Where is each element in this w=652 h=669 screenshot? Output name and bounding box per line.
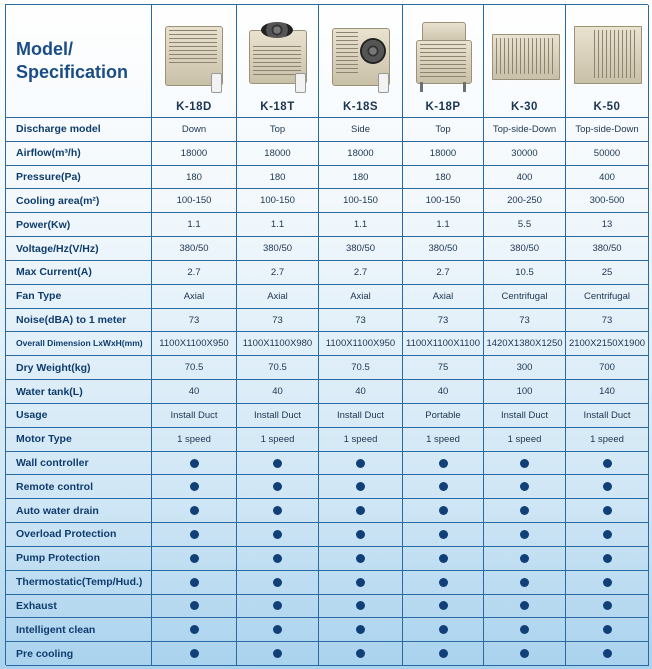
feature-cell — [237, 642, 319, 666]
feature-label: Auto water drain — [6, 499, 152, 523]
feature-cell — [566, 618, 649, 642]
spec-value: 2.7 — [319, 261, 403, 285]
feature-dot-icon — [190, 601, 199, 610]
feature-cell — [152, 571, 237, 595]
feature-cell — [319, 452, 403, 476]
feature-cell — [152, 618, 237, 642]
spec-value: 40 — [319, 380, 403, 404]
feature-cell — [152, 523, 237, 547]
product-image-k30 — [490, 18, 560, 98]
row-label: Voltage/Hz(V/Hz) — [6, 237, 152, 261]
feature-dot-icon — [439, 482, 448, 491]
row-label: Noise(dBA) to 1 meter — [6, 309, 152, 333]
feature-cell — [319, 547, 403, 571]
spec-value: 100-150 — [237, 189, 319, 213]
model-name: K-18P — [425, 101, 461, 113]
feature-cell — [403, 571, 484, 595]
feature-cell — [403, 475, 484, 499]
spec-value: 1100X1100X950 — [152, 332, 237, 356]
model-header-k18t — [237, 5, 319, 118]
spec-value: 18000 — [319, 142, 403, 166]
spec-value: 18000 — [403, 142, 484, 166]
feature-label: Pre cooling — [6, 642, 152, 666]
spec-value: 73 — [319, 309, 403, 333]
spec-value: 300-500 — [566, 189, 649, 213]
feature-dot-icon — [190, 554, 199, 563]
feature-dot-icon — [439, 459, 448, 468]
spec-value: Centrifugal — [566, 285, 649, 309]
spec-value: Axial — [237, 285, 319, 309]
spec-value: 18000 — [237, 142, 319, 166]
row-label: Dry Weight(kg) — [6, 356, 152, 380]
row-label: Discharge model — [6, 118, 152, 142]
feature-cell — [237, 452, 319, 476]
feature-cell — [566, 642, 649, 666]
spec-value: 1.1 — [152, 213, 237, 237]
spec-value: 380/50 — [566, 237, 649, 261]
spec-value: 380/50 — [152, 237, 237, 261]
feature-cell — [152, 595, 237, 619]
spec-value: Top-side-Down — [566, 118, 649, 142]
feature-dot-icon — [520, 601, 529, 610]
spec-value: 73 — [484, 309, 566, 333]
spec-value: 1.1 — [237, 213, 319, 237]
feature-cell — [403, 523, 484, 547]
spec-value: 1 speed — [566, 428, 649, 452]
feature-cell — [403, 452, 484, 476]
spec-value: 30000 — [484, 142, 566, 166]
feature-cell — [319, 475, 403, 499]
feature-cell — [152, 547, 237, 571]
feature-dot-icon — [190, 459, 199, 468]
spec-value: 380/50 — [237, 237, 319, 261]
row-label: Cooling area(m²) — [6, 189, 152, 213]
feature-dot-icon — [273, 459, 282, 468]
feature-cell — [403, 618, 484, 642]
spec-value: 10.5 — [484, 261, 566, 285]
feature-dot-icon — [603, 601, 612, 610]
table-corner-title: Model/ Specification — [6, 5, 152, 118]
feature-dot-icon — [603, 625, 612, 634]
feature-label: Overload Protection — [6, 523, 152, 547]
spec-value: 380/50 — [319, 237, 403, 261]
feature-dot-icon — [356, 649, 365, 658]
row-label: Fan Type — [6, 285, 152, 309]
spec-value: Axial — [403, 285, 484, 309]
spec-value: 40 — [152, 380, 237, 404]
feature-dot-icon — [356, 578, 365, 587]
spec-value: 2.7 — [152, 261, 237, 285]
spec-value: Install Duct — [484, 404, 566, 428]
feature-dot-icon — [439, 601, 448, 610]
spec-value: 400 — [566, 166, 649, 190]
feature-label: Thermostatic(Temp/Hud.) — [6, 571, 152, 595]
feature-dot-icon — [190, 625, 199, 634]
spec-value: 100-150 — [152, 189, 237, 213]
spec-value: 2.7 — [237, 261, 319, 285]
spec-value: 73 — [152, 309, 237, 333]
feature-dot-icon — [439, 530, 448, 539]
spec-value: 180 — [403, 166, 484, 190]
feature-dot-icon — [190, 482, 199, 491]
feature-label: Exhaust — [6, 595, 152, 619]
feature-dot-icon — [273, 506, 282, 515]
spec-value: 25 — [566, 261, 649, 285]
product-image-k18t — [243, 18, 313, 98]
product-image-k18p — [408, 18, 478, 98]
spec-value: 300 — [484, 356, 566, 380]
feature-dot-icon — [439, 506, 448, 515]
row-label: Airflow(m³/h) — [6, 142, 152, 166]
spec-value: 50000 — [566, 142, 649, 166]
feature-dot-icon — [190, 506, 199, 515]
feature-dot-icon — [520, 506, 529, 515]
feature-dot-icon — [520, 459, 529, 468]
spec-value: 1100X1100X950 — [319, 332, 403, 356]
spec-value: Centrifugal — [484, 285, 566, 309]
feature-label: Pump Protection — [6, 547, 152, 571]
spec-value: 1 speed — [403, 428, 484, 452]
feature-dot-icon — [439, 649, 448, 658]
feature-dot-icon — [520, 578, 529, 587]
feature-dot-icon — [273, 482, 282, 491]
feature-dot-icon — [356, 601, 365, 610]
model-header-k18p — [403, 5, 484, 118]
feature-dot-icon — [273, 530, 282, 539]
spec-value: 2100X2150X1900 — [566, 332, 649, 356]
spec-value: 1 speed — [152, 428, 237, 452]
feature-label: Intelligent clean — [6, 618, 152, 642]
feature-cell — [484, 642, 566, 666]
spec-value: Install Duct — [566, 404, 649, 428]
spec-value: 40 — [237, 380, 319, 404]
spec-value: 73 — [237, 309, 319, 333]
feature-cell — [403, 499, 484, 523]
feature-cell — [484, 571, 566, 595]
feature-dot-icon — [439, 554, 448, 563]
model-header-k18s — [319, 5, 403, 118]
model-name: K-30 — [511, 101, 538, 113]
spec-value: 700 — [566, 356, 649, 380]
feature-cell — [319, 571, 403, 595]
feature-dot-icon — [356, 554, 365, 563]
feature-dot-icon — [273, 601, 282, 610]
feature-cell — [484, 499, 566, 523]
spec-value: 70.5 — [237, 356, 319, 380]
model-header-k30 — [484, 5, 566, 118]
feature-dot-icon — [439, 578, 448, 587]
spec-value: Down — [152, 118, 237, 142]
model-name: K-50 — [593, 101, 621, 113]
feature-cell — [484, 523, 566, 547]
feature-dot-icon — [603, 506, 612, 515]
feature-dot-icon — [520, 482, 529, 491]
feature-cell — [484, 618, 566, 642]
model-name: K-18T — [260, 101, 295, 113]
row-label: Usage — [6, 404, 152, 428]
row-label: Water tank(L) — [6, 380, 152, 404]
feature-cell — [319, 499, 403, 523]
spec-value: 100 — [484, 380, 566, 404]
spec-value: Axial — [319, 285, 403, 309]
feature-cell — [319, 595, 403, 619]
feature-dot-icon — [520, 625, 529, 634]
spec-value: Top — [403, 118, 484, 142]
feature-cell — [484, 475, 566, 499]
feature-label: Wall controller — [6, 452, 152, 476]
feature-dot-icon — [356, 459, 365, 468]
spec-value: 140 — [566, 380, 649, 404]
feature-cell — [152, 499, 237, 523]
feature-cell — [566, 571, 649, 595]
feature-cell — [403, 642, 484, 666]
spec-value: 13 — [566, 213, 649, 237]
spec-value: 75 — [403, 356, 484, 380]
feature-dot-icon — [439, 625, 448, 634]
row-label: Power(Kw) — [6, 213, 152, 237]
row-label: Motor Type — [6, 428, 152, 452]
feature-cell — [566, 547, 649, 571]
spec-value: 100-150 — [319, 189, 403, 213]
spec-value: Side — [319, 118, 403, 142]
feature-cell — [237, 595, 319, 619]
spec-value: Top — [237, 118, 319, 142]
row-label: Pressure(Pa) — [6, 166, 152, 190]
feature-cell — [237, 499, 319, 523]
spec-value: 380/50 — [403, 237, 484, 261]
spec-value: 380/50 — [484, 237, 566, 261]
feature-cell — [566, 523, 649, 547]
feature-cell — [566, 595, 649, 619]
feature-dot-icon — [356, 482, 365, 491]
spec-value: Install Duct — [237, 404, 319, 428]
feature-dot-icon — [273, 625, 282, 634]
specification-table — [5, 4, 648, 665]
feature-cell — [566, 475, 649, 499]
feature-dot-icon — [603, 482, 612, 491]
spec-value: 180 — [319, 166, 403, 190]
feature-dot-icon — [356, 506, 365, 515]
feature-cell — [319, 642, 403, 666]
spec-value: 1100X1100X980 — [237, 332, 319, 356]
feature-cell — [403, 595, 484, 619]
spec-value: 18000 — [152, 142, 237, 166]
spec-value: 180 — [237, 166, 319, 190]
spec-value: 5.5 — [484, 213, 566, 237]
feature-dot-icon — [520, 530, 529, 539]
spec-value: 73 — [403, 309, 484, 333]
spec-value: 200-250 — [484, 189, 566, 213]
product-image-k18d — [159, 18, 229, 98]
feature-dot-icon — [273, 578, 282, 587]
feature-cell — [152, 642, 237, 666]
feature-dot-icon — [520, 649, 529, 658]
spec-value: 70.5 — [319, 356, 403, 380]
row-label: Max Current(A) — [6, 261, 152, 285]
feature-dot-icon — [356, 530, 365, 539]
feature-cell — [237, 571, 319, 595]
feature-dot-icon — [603, 554, 612, 563]
spec-value: 1 speed — [319, 428, 403, 452]
spec-value: 1420X1380X1250 — [484, 332, 566, 356]
feature-dot-icon — [603, 530, 612, 539]
spec-value: 400 — [484, 166, 566, 190]
spec-value: 73 — [566, 309, 649, 333]
spec-value: Install Duct — [319, 404, 403, 428]
feature-cell — [566, 499, 649, 523]
feature-label: Remote control — [6, 475, 152, 499]
model-name: K-18S — [342, 101, 379, 113]
spec-value: Portable — [403, 404, 484, 428]
spec-value: Top-side-Down — [484, 118, 566, 142]
feature-cell — [566, 452, 649, 476]
model-header-k50 — [566, 5, 649, 118]
feature-dot-icon — [603, 649, 612, 658]
model-header-k18d — [152, 5, 237, 118]
feature-dot-icon — [190, 649, 199, 658]
feature-dot-icon — [273, 554, 282, 563]
feature-cell — [319, 523, 403, 547]
spec-value: 1 speed — [237, 428, 319, 452]
feature-cell — [484, 452, 566, 476]
feature-cell — [484, 547, 566, 571]
feature-cell — [152, 452, 237, 476]
feature-cell — [403, 547, 484, 571]
feature-cell — [237, 547, 319, 571]
spec-value: 70.5 — [152, 356, 237, 380]
spec-value: 1.1 — [403, 213, 484, 237]
feature-cell — [319, 618, 403, 642]
feature-dot-icon — [603, 459, 612, 468]
feature-dot-icon — [190, 578, 199, 587]
product-image-k50 — [572, 18, 642, 98]
feature-cell — [484, 595, 566, 619]
spec-value: 1 speed — [484, 428, 566, 452]
spec-value: 100-150 — [403, 189, 484, 213]
model-name: K-18D — [176, 101, 212, 113]
product-image-k18s — [326, 18, 396, 98]
feature-cell — [237, 523, 319, 547]
spec-value: Axial — [152, 285, 237, 309]
feature-dot-icon — [520, 554, 529, 563]
spec-value: 40 — [403, 380, 484, 404]
spec-value: 2.7 — [403, 261, 484, 285]
feature-dot-icon — [273, 649, 282, 658]
spec-value: 1.1 — [319, 213, 403, 237]
feature-cell — [237, 618, 319, 642]
feature-dot-icon — [356, 625, 365, 634]
spec-value: 1100X1100X1100 — [403, 332, 484, 356]
spec-value: 180 — [152, 166, 237, 190]
feature-cell — [152, 475, 237, 499]
feature-dot-icon — [190, 530, 199, 539]
row-label: Overall Dimension LxWxH(mm) — [6, 332, 152, 356]
spec-value: Install Duct — [152, 404, 237, 428]
feature-cell — [237, 475, 319, 499]
feature-dot-icon — [603, 578, 612, 587]
